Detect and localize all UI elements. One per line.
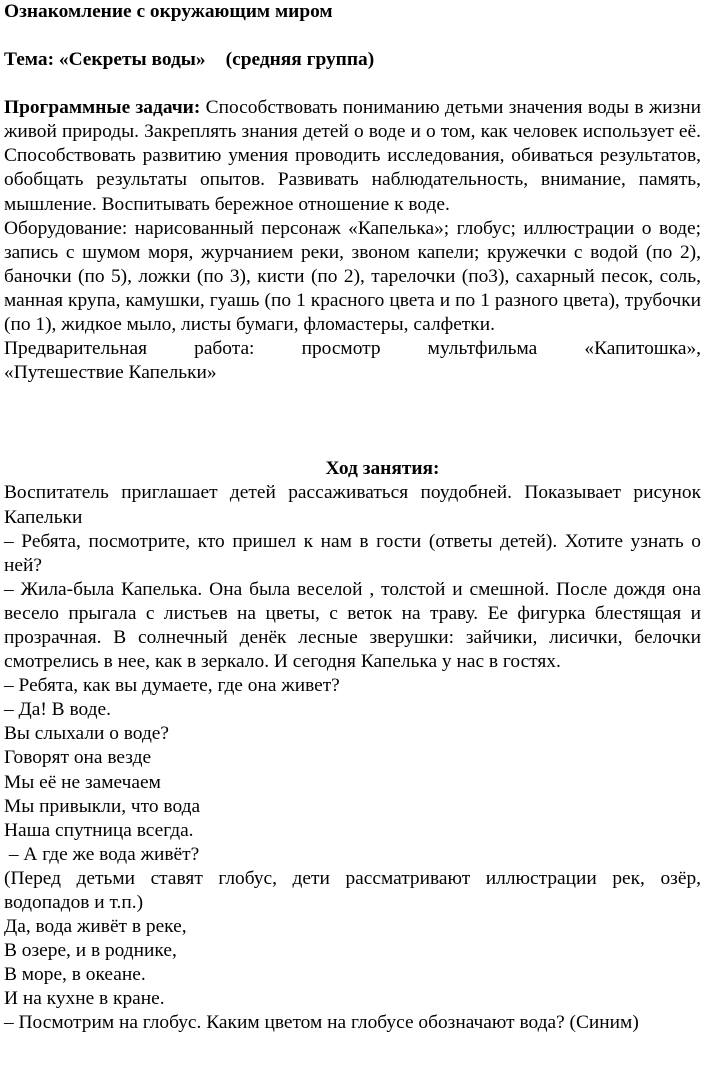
spacer — [4, 72, 701, 96]
poem-line: В море, в океане. — [4, 964, 146, 986]
spacer — [4, 385, 701, 457]
lesson-title: Ход занятия: — [325, 458, 440, 480]
poem-line: И на кухне в кране. — [4, 988, 165, 1010]
topic-group: (средняя группа) — [225, 49, 375, 71]
topic-line — [4, 48, 701, 72]
body-paragraph: – Посмотрим на глобус. Каким цветом на глобусе обозначают вода? (Синим) — [4, 1012, 639, 1034]
body-paragraph: – Ребята, посмотрите, кто пришел к нам в гости (ответы детей). Хотите узнать о ней? — [4, 530, 701, 576]
tasks-label: Программные задачи: — [4, 97, 201, 119]
poem-line: Говорят она везде — [4, 747, 152, 769]
poem-line: В озере, и в роднике, — [4, 940, 177, 962]
equipment-paragraph: Оборудование: нарисованный персонаж «Капелька»; глобус; иллюстрации о воде; запись с шумом моря, журчанием реки, звоном капели; кружечки с водой (по 2), баночки (по 5), ложки (по 3), кисти (по 2), тарелочки (по3), сахарный песок, соль, манная крупа, камушки, гуашь (по 1 красного цвета и по 1 разного цвета), трубочки (по 1), жидкое мыло, листы бумаги, фломастеры, салфетки. — [4, 217, 701, 336]
program-tasks — [4, 96, 701, 216]
spacer — [4, 24, 701, 48]
topic-label: Тема: «Секреты воды» — [4, 49, 206, 71]
subject-heading: Ознакомление с окружающим миром — [4, 1, 333, 22]
poem-line: Вы слыхали о воде? — [4, 723, 170, 745]
tasks-text: Способствовать пониманию детьми значения воды в жизни живой природы. Закреплять знания детей о воде и о том, как человек использует её. Способствовать развитию умения проводить исследования, обиваться результатов, обобщать результаты опытов. Развивать наблюдательность, внимание, память, мышление. Воспитывать бережное отношение к воде. — [4, 97, 702, 215]
prework-line-2: «Путешествие Капельки» — [4, 362, 217, 384]
body-paragraph: – Жила-была Капелька. Она была веселой , толстой и смешной. После дождя она весело прыгала с листьев на цветы, с веток на траву. Ее фигурка блестящая и прозрачная. В солнечный денёк лесные зверушки: зайчики, лисички, белочки смотрелись в нее, как в зеркало. И сегодня Капелька у нас в гостях. — [4, 578, 701, 673]
body-paragraph: Воспитатель приглашает детей рассаживаться поудобней. Показывает рисунок Капельки — [4, 482, 701, 528]
body-paragraph: (Перед детьми ставят глобус, дети рассматривают иллюстрации рек, озёр, водопадов и т.п.) — [4, 867, 701, 913]
poem-line: Да, вода живёт в реке, — [4, 916, 187, 938]
body-paragraph: – Ребята, как вы думаете, где она живет? — [4, 675, 340, 697]
body-paragraph: – Да! В воде. — [4, 699, 111, 721]
poem-line: Мы её не замечаем — [4, 771, 161, 793]
poem-line: Мы привыкли, что вода — [4, 795, 201, 817]
poem-line: Наша спутница всегда. — [4, 819, 194, 841]
prework-line-1: Предварительная работа: просмотр мультфильма «Капитошка», — [4, 338, 701, 360]
body-paragraph: – А где же вода живёт? — [4, 843, 200, 865]
